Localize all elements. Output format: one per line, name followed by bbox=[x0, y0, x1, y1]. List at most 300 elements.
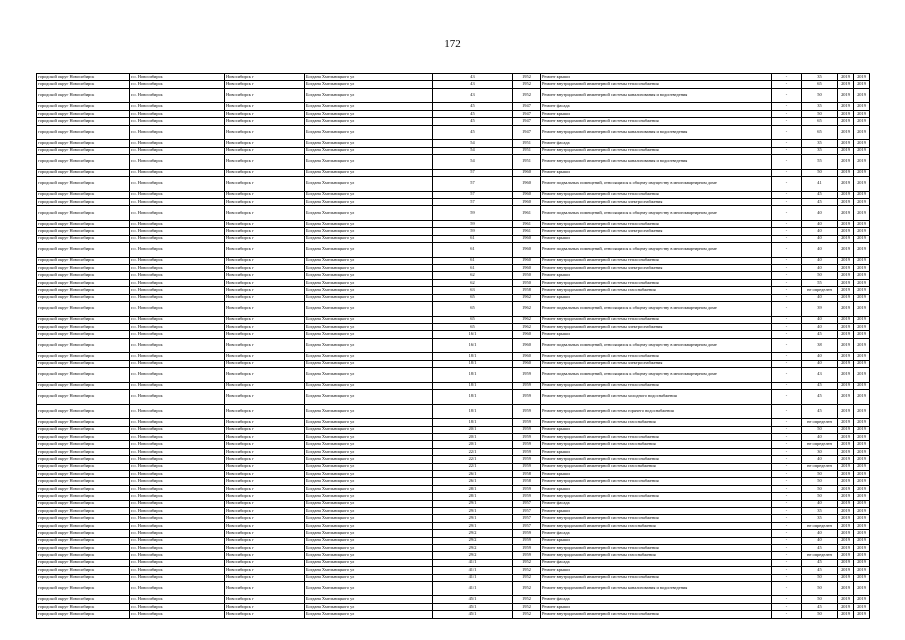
cell-city: Новосибирск г bbox=[225, 140, 305, 147]
cell-street: Богдана Хмельницкого ул bbox=[305, 176, 433, 191]
cell-municipality: городской округ Новосибирск bbox=[37, 419, 130, 426]
cell-settlement: г.о. Новосибирск bbox=[130, 228, 225, 235]
cell-city: Новосибирск г bbox=[225, 176, 305, 191]
cell-work-type: Ремонт внутридомовой инженерной системы теплоснабжения bbox=[541, 382, 772, 389]
cell-house-number: 18/1 bbox=[433, 382, 513, 389]
cell-house-number: 61 bbox=[433, 265, 513, 272]
cell-city: Новосибирск г bbox=[225, 434, 305, 441]
cell-floors: - bbox=[772, 110, 802, 117]
cell-municipality: городской округ Новосибирск bbox=[37, 574, 130, 581]
cell-street: Богдана Хмельницкого ул bbox=[305, 419, 433, 426]
cell-cost: 40 bbox=[802, 235, 838, 242]
cell-work-type: Ремонт крыши bbox=[541, 603, 772, 610]
cell-settlement: г.о. Новосибирск bbox=[130, 404, 225, 419]
cell-work-type: Ремонт фасада bbox=[541, 596, 772, 603]
cell-street: Богдана Хмельницкого ул bbox=[305, 360, 433, 367]
cell-floors: - bbox=[772, 603, 802, 610]
cell-city: Новосибирск г bbox=[225, 552, 305, 559]
cell-floors: - bbox=[772, 478, 802, 485]
cell-house-number: 65 bbox=[433, 294, 513, 301]
cell-house-number: 22/1 bbox=[433, 448, 513, 455]
cell-cost: 40 bbox=[802, 500, 838, 507]
cell-city: Новосибирск г bbox=[225, 154, 305, 169]
cell-cost: 65 bbox=[802, 81, 838, 88]
table-row bbox=[37, 507, 870, 514]
cell-cost: 40 bbox=[802, 294, 838, 301]
cell-year-built: 1960 bbox=[513, 243, 541, 258]
cell-floors: - bbox=[772, 434, 802, 441]
cell-settlement: г.о. Новосибирск bbox=[130, 316, 225, 323]
cell-work-type: Ремонт внутридомовой инженерной системы теплоснабжения bbox=[541, 316, 772, 323]
cell-street: Богдана Хмельницкого ул bbox=[305, 81, 433, 88]
cell-end-year: 2019 bbox=[854, 176, 870, 191]
table-row bbox=[37, 81, 870, 88]
cell-end-year: 2019 bbox=[854, 426, 870, 433]
cell-city: Новосибирск г bbox=[225, 441, 305, 448]
table-row bbox=[37, 103, 870, 110]
cell-municipality: городской округ Новосибирск bbox=[37, 404, 130, 419]
cell-floors: - bbox=[772, 515, 802, 522]
cell-settlement: г.о. Новосибирск bbox=[130, 198, 225, 205]
cell-house-number: 45 bbox=[433, 125, 513, 140]
cell-end-year: 2019 bbox=[854, 287, 870, 294]
cell-cost: 50 bbox=[802, 471, 838, 478]
cell-cost: 50 bbox=[802, 581, 838, 596]
table-row bbox=[37, 382, 870, 389]
table-row bbox=[37, 537, 870, 544]
cell-street: Богдана Хмельницкого ул bbox=[305, 118, 433, 125]
cell-year-built: 1959 bbox=[513, 419, 541, 426]
cell-city: Новосибирск г bbox=[225, 81, 305, 88]
cell-street: Богдана Хмельницкого ул bbox=[305, 485, 433, 492]
cell-city: Новосибирск г bbox=[225, 581, 305, 596]
table-row bbox=[37, 500, 870, 507]
table-row bbox=[37, 448, 870, 455]
cell-start-year: 2019 bbox=[838, 603, 854, 610]
cell-cost: 45 bbox=[802, 559, 838, 566]
cell-house-number: 28/1 bbox=[433, 485, 513, 492]
cell-work-type: Ремонт фасада bbox=[541, 140, 772, 147]
cell-floors: - bbox=[772, 485, 802, 492]
cell-work-type: Ремонт фасада bbox=[541, 530, 772, 537]
cell-settlement: г.о. Новосибирск bbox=[130, 515, 225, 522]
cell-city: Новосибирск г bbox=[225, 448, 305, 455]
cell-city: Новосибирск г bbox=[225, 544, 305, 551]
cell-street: Богдана Хмельницкого ул bbox=[305, 88, 433, 103]
table-row bbox=[37, 390, 870, 405]
cell-end-year: 2019 bbox=[854, 272, 870, 279]
table-row bbox=[37, 169, 870, 176]
cell-end-year: 2019 bbox=[854, 522, 870, 529]
cell-city: Новосибирск г bbox=[225, 567, 305, 574]
cell-settlement: г.о. Новосибирск bbox=[130, 441, 225, 448]
cell-end-year: 2019 bbox=[854, 279, 870, 286]
cell-city: Новосибирск г bbox=[225, 125, 305, 140]
cell-municipality: городской округ Новосибирск bbox=[37, 567, 130, 574]
cell-work-type: Ремонт внутридомовой инженерной системы холодного водоснабжения bbox=[541, 390, 772, 405]
table-row bbox=[37, 515, 870, 522]
cell-floors: - bbox=[772, 147, 802, 154]
cell-year-built: 1959 bbox=[513, 390, 541, 405]
cell-municipality: городской округ Новосибирск bbox=[37, 456, 130, 463]
cell-floors: - bbox=[772, 74, 802, 81]
table-row bbox=[37, 257, 870, 264]
cell-street: Богдана Хмельницкого ул bbox=[305, 507, 433, 514]
cell-cost: 40 bbox=[802, 206, 838, 221]
cell-house-number: 62 bbox=[433, 279, 513, 286]
cell-end-year: 2019 bbox=[854, 515, 870, 522]
table-row bbox=[37, 125, 870, 140]
cell-floors: - bbox=[772, 176, 802, 191]
cell-start-year: 2019 bbox=[838, 125, 854, 140]
cell-year-built: 1962 bbox=[513, 301, 541, 316]
cell-municipality: городской округ Новосибирск bbox=[37, 463, 130, 470]
cell-city: Новосибирск г bbox=[225, 88, 305, 103]
cell-work-type: Ремонт внутридомовой инженерной системы теплоснабжения bbox=[541, 493, 772, 500]
cell-floors: - bbox=[772, 456, 802, 463]
cell-city: Новосибирск г bbox=[225, 353, 305, 360]
cell-municipality: городской округ Новосибирск bbox=[37, 596, 130, 603]
table-row bbox=[37, 603, 870, 610]
cell-house-number: 45/1 bbox=[433, 603, 513, 610]
cell-year-built: 1960 bbox=[513, 331, 541, 338]
cell-settlement: г.о. Новосибирск bbox=[130, 552, 225, 559]
cell-house-number: 29/1 bbox=[433, 500, 513, 507]
cell-city: Новосибирск г bbox=[225, 279, 305, 286]
cell-settlement: г.о. Новосибирск bbox=[130, 456, 225, 463]
cell-house-number: 22/1 bbox=[433, 456, 513, 463]
cell-work-type: Ремонт внутридомовой инженерной системы газоснабжения bbox=[541, 463, 772, 470]
cell-street: Богдана Хмельницкого ул bbox=[305, 368, 433, 383]
cell-cost: 40 bbox=[802, 360, 838, 367]
cell-settlement: г.о. Новосибирск bbox=[130, 559, 225, 566]
cell-street: Богдана Хмельницкого ул bbox=[305, 611, 433, 618]
cell-start-year: 2019 bbox=[838, 544, 854, 551]
cell-house-number: 65 bbox=[433, 316, 513, 323]
cell-cost: 45 bbox=[802, 544, 838, 551]
cell-floors: - bbox=[772, 581, 802, 596]
cell-start-year: 2019 bbox=[838, 206, 854, 221]
cell-street: Богдана Хмельницкого ул bbox=[305, 390, 433, 405]
cell-house-number: 22/1 bbox=[433, 463, 513, 470]
cell-year-built: 1951 bbox=[513, 140, 541, 147]
cell-start-year: 2019 bbox=[838, 147, 854, 154]
cell-settlement: г.о. Новосибирск bbox=[130, 463, 225, 470]
cell-city: Новосибирск г bbox=[225, 243, 305, 258]
table-row bbox=[37, 279, 870, 286]
cell-municipality: городской округ Новосибирск bbox=[37, 118, 130, 125]
cell-start-year: 2019 bbox=[838, 426, 854, 433]
cell-start-year: 2019 bbox=[838, 574, 854, 581]
cell-end-year: 2019 bbox=[854, 110, 870, 117]
cell-year-built: 1958 bbox=[513, 471, 541, 478]
cell-start-year: 2019 bbox=[838, 140, 854, 147]
cell-city: Новосибирск г bbox=[225, 522, 305, 529]
cell-work-type: Ремонт внутридомовой инженерной системы канализования и водоотведения bbox=[541, 88, 772, 103]
cell-year-built: 1961 bbox=[513, 206, 541, 221]
cell-municipality: городской округ Новосибирск bbox=[37, 125, 130, 140]
cell-start-year: 2019 bbox=[838, 478, 854, 485]
cell-house-number: 54 bbox=[433, 140, 513, 147]
cell-municipality: городской округ Новосибирск bbox=[37, 478, 130, 485]
cell-city: Новосибирск г bbox=[225, 596, 305, 603]
cell-start-year: 2019 bbox=[838, 353, 854, 360]
cell-year-built: 1947 bbox=[513, 125, 541, 140]
cell-end-year: 2019 bbox=[854, 338, 870, 353]
cell-end-year: 2019 bbox=[854, 103, 870, 110]
cell-cost: 35 bbox=[802, 147, 838, 154]
cell-cost: 50 bbox=[802, 611, 838, 618]
cell-settlement: г.о. Новосибирск bbox=[130, 103, 225, 110]
table-row bbox=[37, 265, 870, 272]
cell-work-type: Ремонт крыши bbox=[541, 272, 772, 279]
cell-cost: 41 bbox=[802, 176, 838, 191]
cell-house-number: 59 bbox=[433, 206, 513, 221]
cell-settlement: г.о. Новосибирск bbox=[130, 603, 225, 610]
cell-street: Богдана Хмельницкого ул bbox=[305, 147, 433, 154]
cell-work-type: Ремонт внутридомовой инженерной системы теплоснабжения bbox=[541, 611, 772, 618]
cell-house-number: 41/1 bbox=[433, 574, 513, 581]
table-row bbox=[37, 360, 870, 367]
cell-year-built: 1952 bbox=[513, 559, 541, 566]
cell-floors: - bbox=[772, 243, 802, 258]
cell-city: Новосибирск г bbox=[225, 500, 305, 507]
cell-floors: - bbox=[772, 103, 802, 110]
cell-end-year: 2019 bbox=[854, 559, 870, 566]
cell-work-type: Ремонт фасада bbox=[541, 500, 772, 507]
cell-settlement: г.о. Новосибирск bbox=[130, 530, 225, 537]
cell-start-year: 2019 bbox=[838, 191, 854, 198]
cell-end-year: 2019 bbox=[854, 596, 870, 603]
cell-start-year: 2019 bbox=[838, 265, 854, 272]
cell-end-year: 2019 bbox=[854, 463, 870, 470]
cell-street: Богдана Хмельницкого ул bbox=[305, 228, 433, 235]
table-row bbox=[37, 552, 870, 559]
cell-work-type: Ремонт крыши bbox=[541, 485, 772, 492]
cell-floors: - bbox=[772, 235, 802, 242]
table-row bbox=[37, 596, 870, 603]
cell-cost: 35 bbox=[802, 140, 838, 147]
cell-end-year: 2019 bbox=[854, 471, 870, 478]
cell-municipality: городской округ Новосибирск bbox=[37, 198, 130, 205]
cell-work-type: Ремонт крыши bbox=[541, 331, 772, 338]
cell-floors: - bbox=[772, 390, 802, 405]
cell-city: Новосибирск г bbox=[225, 382, 305, 389]
cell-year-built: 1957 bbox=[513, 522, 541, 529]
cell-cost: 40 bbox=[802, 316, 838, 323]
cell-year-built: 1960 bbox=[513, 338, 541, 353]
cell-settlement: г.о. Новосибирск bbox=[130, 574, 225, 581]
cell-start-year: 2019 bbox=[838, 368, 854, 383]
cell-end-year: 2019 bbox=[854, 441, 870, 448]
cell-work-type: Ремонт внутридомовой инженерной системы теплоснабжения bbox=[541, 574, 772, 581]
cell-municipality: городской округ Новосибирск bbox=[37, 235, 130, 242]
cell-city: Новосибирск г bbox=[225, 206, 305, 221]
cell-cost: 50 bbox=[802, 478, 838, 485]
cell-municipality: городской округ Новосибирск bbox=[37, 552, 130, 559]
cell-city: Новосибирск г bbox=[225, 419, 305, 426]
cell-end-year: 2019 bbox=[854, 493, 870, 500]
cell-cost: 45 bbox=[802, 331, 838, 338]
cell-cost: 55 bbox=[802, 154, 838, 169]
cell-settlement: г.о. Новосибирск bbox=[130, 368, 225, 383]
cell-cost: 50 bbox=[802, 426, 838, 433]
cell-year-built: 1960 bbox=[513, 198, 541, 205]
cell-work-type: Ремонт подвальных помещений, относящихся к общему имуществу в многоквартирном доме bbox=[541, 301, 772, 316]
cell-end-year: 2019 bbox=[854, 368, 870, 383]
cell-house-number: 20/1 bbox=[433, 434, 513, 441]
cell-house-number: 54 bbox=[433, 154, 513, 169]
cell-municipality: городской округ Новосибирск bbox=[37, 581, 130, 596]
cell-start-year: 2019 bbox=[838, 537, 854, 544]
cell-cost: 30 bbox=[802, 448, 838, 455]
cell-floors: - bbox=[772, 368, 802, 383]
cell-street: Богдана Хмельницкого ул bbox=[305, 279, 433, 286]
cell-start-year: 2019 bbox=[838, 530, 854, 537]
table-row bbox=[37, 404, 870, 419]
cell-street: Богдана Хмельницкого ул bbox=[305, 323, 433, 330]
cell-start-year: 2019 bbox=[838, 279, 854, 286]
cell-street: Богдана Хмельницкого ул bbox=[305, 603, 433, 610]
cell-street: Богдана Хмельницкого ул bbox=[305, 169, 433, 176]
table-row bbox=[37, 323, 870, 330]
repair-program-table bbox=[36, 73, 870, 619]
cell-start-year: 2019 bbox=[838, 257, 854, 264]
cell-settlement: г.о. Новосибирск bbox=[130, 125, 225, 140]
table-row bbox=[37, 206, 870, 221]
cell-start-year: 2019 bbox=[838, 287, 854, 294]
cell-start-year: 2019 bbox=[838, 118, 854, 125]
cell-municipality: городской округ Новосибирск bbox=[37, 220, 130, 227]
cell-street: Богдана Хмельницкого ул bbox=[305, 103, 433, 110]
cell-house-number: 29/1 bbox=[433, 522, 513, 529]
cell-street: Богдана Хмельницкого ул bbox=[305, 404, 433, 419]
cell-street: Богдана Хмельницкого ул bbox=[305, 544, 433, 551]
table-row bbox=[37, 228, 870, 235]
cell-start-year: 2019 bbox=[838, 176, 854, 191]
cell-settlement: г.о. Новосибирск bbox=[130, 243, 225, 258]
cell-cost: 65 bbox=[802, 125, 838, 140]
cell-work-type: Ремонт подвальных помещений, относящихся к общему имуществу в многоквартирном доме bbox=[541, 338, 772, 353]
cell-municipality: городской округ Новосибирск bbox=[37, 537, 130, 544]
cell-house-number: 45 bbox=[433, 110, 513, 117]
cell-floors: - bbox=[772, 559, 802, 566]
table-row bbox=[37, 574, 870, 581]
cell-year-built: 1960 bbox=[513, 191, 541, 198]
cell-city: Новосибирск г bbox=[225, 110, 305, 117]
cell-city: Новосибирск г bbox=[225, 493, 305, 500]
cell-start-year: 2019 bbox=[838, 522, 854, 529]
cell-municipality: городской округ Новосибирск bbox=[37, 265, 130, 272]
cell-end-year: 2019 bbox=[854, 118, 870, 125]
cell-cost: 50 bbox=[802, 493, 838, 500]
cell-cost: 40 bbox=[802, 323, 838, 330]
cell-floors: - bbox=[772, 287, 802, 294]
cell-house-number: 41/1 bbox=[433, 567, 513, 574]
cell-city: Новосибирск г bbox=[225, 360, 305, 367]
cell-house-number: 29/2 bbox=[433, 537, 513, 544]
cell-city: Новосибирск г bbox=[225, 515, 305, 522]
cell-work-type: Ремонт крыши bbox=[541, 507, 772, 514]
cell-settlement: г.о. Новосибирск bbox=[130, 419, 225, 426]
table-row bbox=[37, 176, 870, 191]
cell-municipality: городской округ Новосибирск bbox=[37, 257, 130, 264]
table-row bbox=[37, 243, 870, 258]
cell-work-type: Ремонт крыши bbox=[541, 426, 772, 433]
cell-floors: - bbox=[772, 360, 802, 367]
cell-house-number: 45 bbox=[433, 103, 513, 110]
table-row bbox=[37, 140, 870, 147]
cell-settlement: г.о. Новосибирск bbox=[130, 537, 225, 544]
cell-cost: 35 bbox=[802, 515, 838, 522]
cell-year-built: 1952 bbox=[513, 74, 541, 81]
cell-settlement: г.о. Новосибирск bbox=[130, 522, 225, 529]
cell-street: Богдана Хмельницкого ул bbox=[305, 154, 433, 169]
cell-work-type: Ремонт внутридомовой инженерной системы теплоснабжения bbox=[541, 147, 772, 154]
cell-end-year: 2019 bbox=[854, 191, 870, 198]
cell-work-type: Ремонт крыши bbox=[541, 74, 772, 81]
cell-work-type: Ремонт внутридомовой инженерной системы теплоснабжения bbox=[541, 220, 772, 227]
cell-city: Новосибирск г bbox=[225, 147, 305, 154]
cell-city: Новосибирск г bbox=[225, 574, 305, 581]
cell-street: Богдана Хмельницкого ул bbox=[305, 382, 433, 389]
cell-house-number: 61 bbox=[433, 235, 513, 242]
cell-street: Богдана Хмельницкого ул bbox=[305, 478, 433, 485]
cell-house-number: 18/1 bbox=[433, 368, 513, 383]
table-row bbox=[37, 559, 870, 566]
cell-municipality: городской округ Новосибирск bbox=[37, 559, 130, 566]
cell-floors: - bbox=[772, 537, 802, 544]
cell-floors: - bbox=[772, 316, 802, 323]
cell-work-type: Ремонт внутридомовой инженерной системы теплоснабжения bbox=[541, 279, 772, 286]
cell-start-year: 2019 bbox=[838, 74, 854, 81]
cell-work-type: Ремонт внутридомовой инженерной системы теплоснабжения bbox=[541, 353, 772, 360]
cell-year-built: 1947 bbox=[513, 118, 541, 125]
cell-floors: - bbox=[772, 441, 802, 448]
cell-start-year: 2019 bbox=[838, 110, 854, 117]
cell-floors: - bbox=[772, 507, 802, 514]
cell-floors: - bbox=[772, 552, 802, 559]
cell-cost: 40 bbox=[802, 353, 838, 360]
table-row bbox=[37, 294, 870, 301]
cell-city: Новосибирск г bbox=[225, 103, 305, 110]
table-row bbox=[37, 118, 870, 125]
cell-municipality: городской округ Новосибирск bbox=[37, 323, 130, 330]
cell-cost: не определен bbox=[802, 552, 838, 559]
cell-street: Богдана Хмельницкого ул bbox=[305, 581, 433, 596]
cell-street: Богдана Хмельницкого ул bbox=[305, 220, 433, 227]
cell-start-year: 2019 bbox=[838, 500, 854, 507]
cell-municipality: городской округ Новосибирск bbox=[37, 426, 130, 433]
cell-house-number: 59 bbox=[433, 228, 513, 235]
cell-house-number: 57 bbox=[433, 169, 513, 176]
cell-settlement: г.о. Новосибирск bbox=[130, 169, 225, 176]
cell-end-year: 2019 bbox=[854, 353, 870, 360]
cell-end-year: 2019 bbox=[854, 603, 870, 610]
cell-year-built: 1959 bbox=[513, 426, 541, 433]
cell-settlement: г.о. Новосибирск bbox=[130, 500, 225, 507]
cell-end-year: 2019 bbox=[854, 434, 870, 441]
cell-cost: 50 bbox=[802, 574, 838, 581]
cell-start-year: 2019 bbox=[838, 88, 854, 103]
cell-floors: - bbox=[772, 471, 802, 478]
cell-city: Новосибирск г bbox=[225, 191, 305, 198]
cell-settlement: г.о. Новосибирск bbox=[130, 110, 225, 117]
cell-city: Новосибирск г bbox=[225, 118, 305, 125]
table-row bbox=[37, 426, 870, 433]
cell-house-number: 57 bbox=[433, 191, 513, 198]
cell-street: Богдана Хмельницкого ул bbox=[305, 456, 433, 463]
